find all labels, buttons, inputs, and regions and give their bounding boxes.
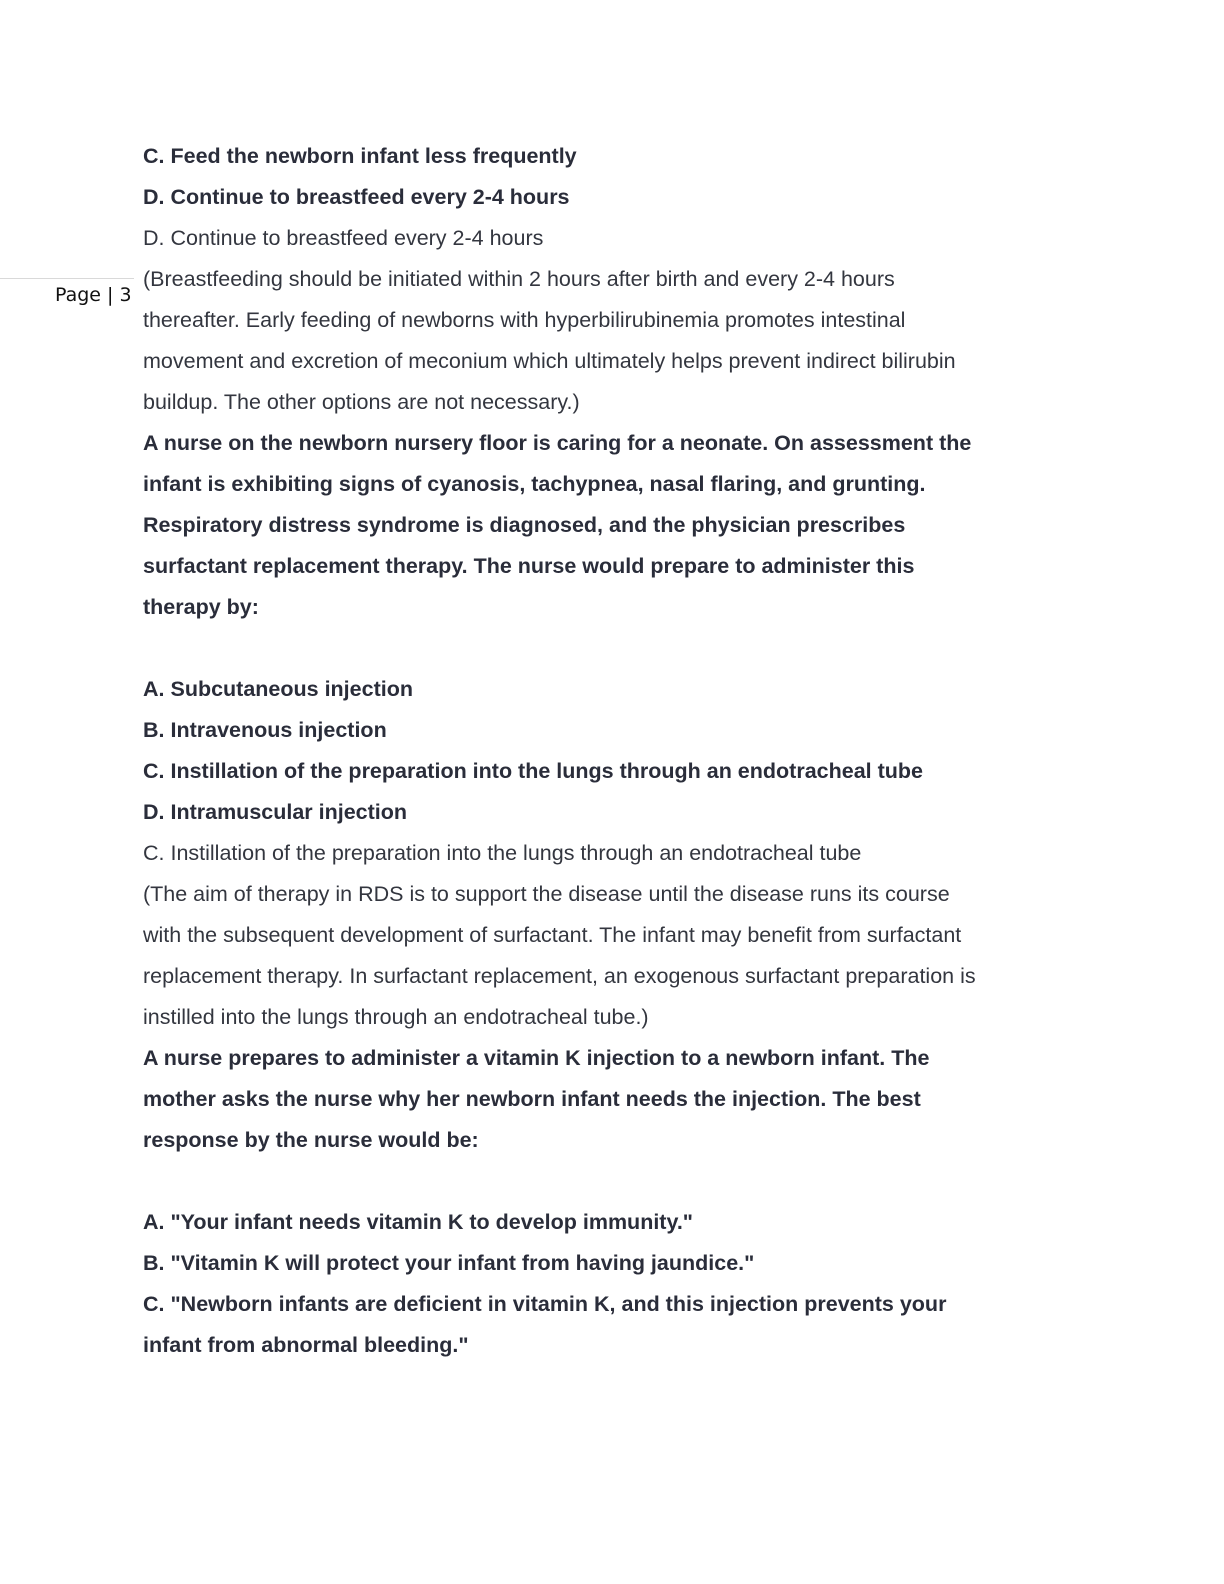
document-body bbox=[143, 136, 1093, 1366]
q3-question-line: mother asks the nurse why her newborn infant needs the injection. The best bbox=[143, 1087, 921, 1111]
q1-rationale-line: buildup. The other options are not necessary.) bbox=[143, 390, 580, 414]
q2-answer: C. Instillation of the preparation into the lungs through an endotracheal tube bbox=[143, 841, 862, 865]
q2-question-line: therapy by: bbox=[143, 595, 259, 619]
q2-option-b: B. Intravenous injection bbox=[143, 718, 387, 742]
q1-option-d: D. Continue to breastfeed every 2-4 hours bbox=[143, 185, 570, 209]
q1-rationale-line: (Breastfeeding should be initiated within 2 hours after birth and every 2-4 hours bbox=[143, 267, 895, 291]
q2-rationale-line: instilled into the lungs through an endotracheal tube.) bbox=[143, 1005, 649, 1029]
page-number: Page | 3 bbox=[55, 284, 132, 306]
q3-option-c: C. "Newborn infants are deficient in vitamin K, and this injection prevents your bbox=[143, 1292, 947, 1316]
q1-rationale-line: movement and excretion of meconium which ultimately helps prevent indirect bilirubin bbox=[143, 349, 956, 373]
q3-question-line: response by the nurse would be: bbox=[143, 1128, 479, 1152]
q3-option-a: A. "Your infant needs vitamin K to develop immunity." bbox=[143, 1210, 693, 1234]
q2-question-line: surfactant replacement therapy. The nurse would prepare to administer this bbox=[143, 554, 915, 578]
q2-rationale-line: (The aim of therapy in RDS is to support the disease until the disease runs its course bbox=[143, 882, 950, 906]
q3-option-b: B. "Vitamin K will protect your infant from having jaundice." bbox=[143, 1251, 755, 1275]
q1-option-c: C. Feed the newborn infant less frequently bbox=[143, 144, 577, 168]
q2-option-d: D. Intramuscular injection bbox=[143, 800, 408, 824]
q2-question-line: infant is exhibiting signs of cyanosis, tachypnea, nasal flaring, and grunting. bbox=[143, 472, 926, 496]
q2-option-c: C. Instillation of the preparation into the lungs through an endotracheal tube bbox=[143, 759, 923, 783]
margin-divider bbox=[0, 278, 134, 279]
q2-question-line: Respiratory distress syndrome is diagnosed, and the physician prescribes bbox=[143, 513, 906, 537]
q2-rationale-line: replacement therapy. In surfactant replacement, an exogenous surfactant preparation is bbox=[143, 964, 976, 988]
paragraph-gap bbox=[143, 1161, 1093, 1202]
q3-option-c-continued: infant from abnormal bleeding." bbox=[143, 1333, 469, 1357]
q2-option-a: A. Subcutaneous injection bbox=[143, 677, 413, 701]
q1-rationale-line: thereafter. Early feeding of newborns with hyperbilirubinemia promotes intestinal bbox=[143, 308, 906, 332]
q3-question-line: A nurse prepares to administer a vitamin K injection to a newborn infant. The bbox=[143, 1046, 930, 1070]
paragraph-gap bbox=[143, 628, 1093, 669]
q2-question-line: A nurse on the newborn nursery floor is caring for a neonate. On assessment the bbox=[143, 431, 972, 455]
q1-answer: D. Continue to breastfeed every 2-4 hours bbox=[143, 226, 544, 250]
q2-rationale-line: with the subsequent development of surfactant. The infant may benefit from surfactant bbox=[143, 923, 962, 947]
